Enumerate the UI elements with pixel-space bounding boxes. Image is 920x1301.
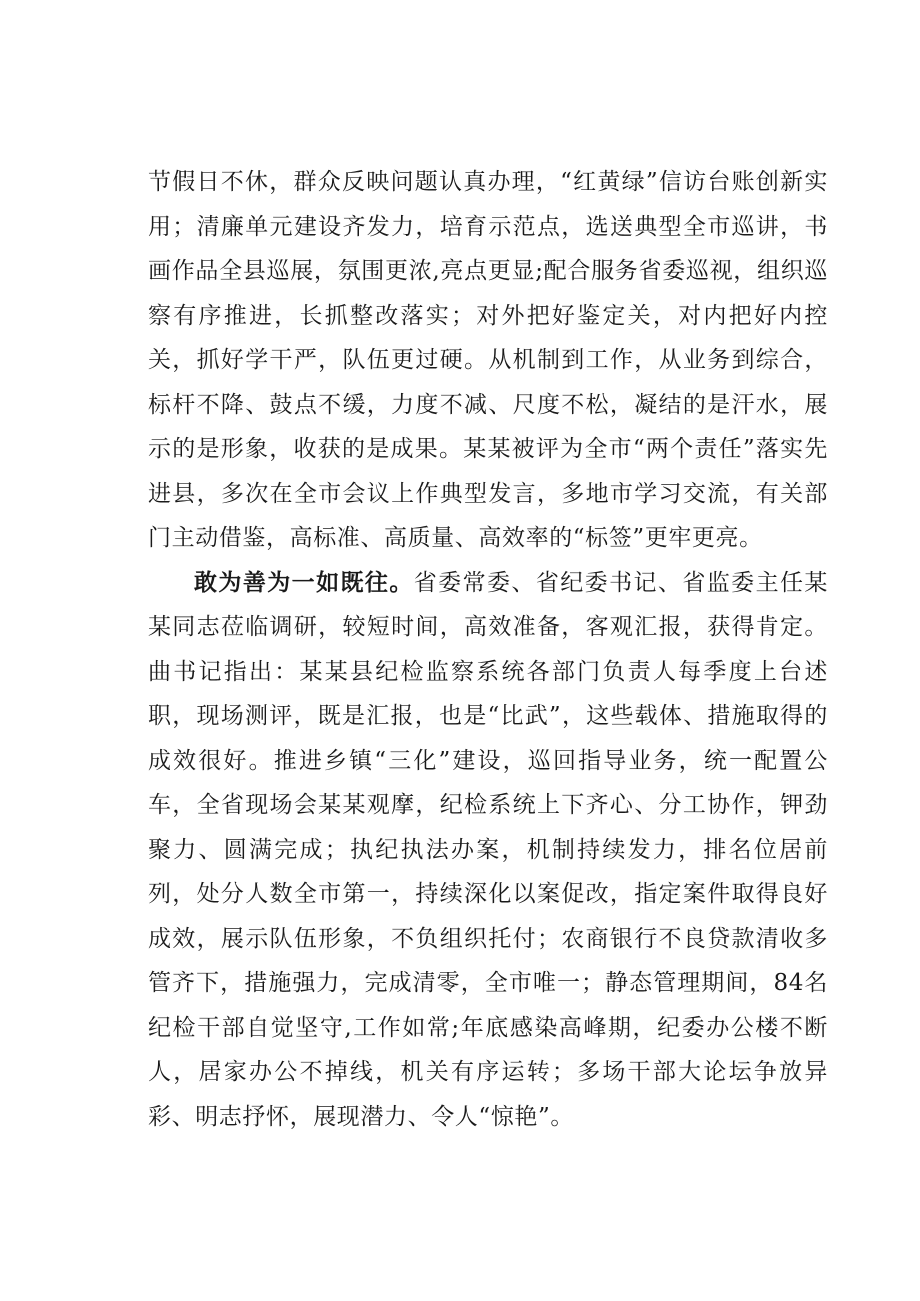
paragraph-1 — [148, 160, 828, 561]
paragraph-1-text: 节假日不休，群众反映问题认真办理，“红黄绿”信访台账创新实用；清廉单元建设齐发力，培育示范点，选送典型全市巡讲，书画作品全县巡展，氛围更浓,亮点更显;配合服务省委巡视，组织巡察有序推进，长抓整改落实；对外把好鉴定关，对内把好内控关，抓好学干严，队伍更过硬。从机制到工作，从业务到综合，标杆不降、鼓点不缓，力度不减、尺度不松，凝结的是汗水，展示的是形象，收获的是成果。某某被评为全市“两个责任”落实先进县，多次在全市会议上作典型发言，多地市学习交流，有关部门主动借鉴，高标准、高质量、高效率的“标签”更牢更亮。 — [148, 169, 828, 551]
paragraph-2 — [148, 561, 828, 1140]
paragraph-2-text: 省委常委、省纪委书记、省监委主任某某同志莅临调研，较短时间，高效准备，客观汇报，获得肯定。曲书记指出：某某县纪检监察系统各部门负责人每季度上台述职，现场测评，既是汇报，也是“比武”，这些载体、措施取得的成效很好。推进乡镇“三化”建设，巡回指导业务，统一配置公车，全省现场会某某观摩，纪检系统上下齐心、分工协作，钾劲聚力、圆满完成；执纪执法办案，机制持续发力，排名位居前列，处分人数全市第一，持续深化以案促改，指定案件取得良好成效，展示队伍形象，不负组织托付；农商银行不良贷款清收多管齐下，措施强力，完成清零，全市唯一；静态管理期间，84名纪检干部自觉坚守,工作如常;年底感染高峰期，纪委办公楼不断人，居家办公不掉线，机关有序运转；多场干部大论坛争放异彩、明志抒怀，展现潜力、令人“惊艳”。 — [148, 569, 828, 1130]
body-text — [148, 160, 828, 1139]
paragraph-2-heading: 敢为善为一如既往。 — [194, 568, 414, 596]
